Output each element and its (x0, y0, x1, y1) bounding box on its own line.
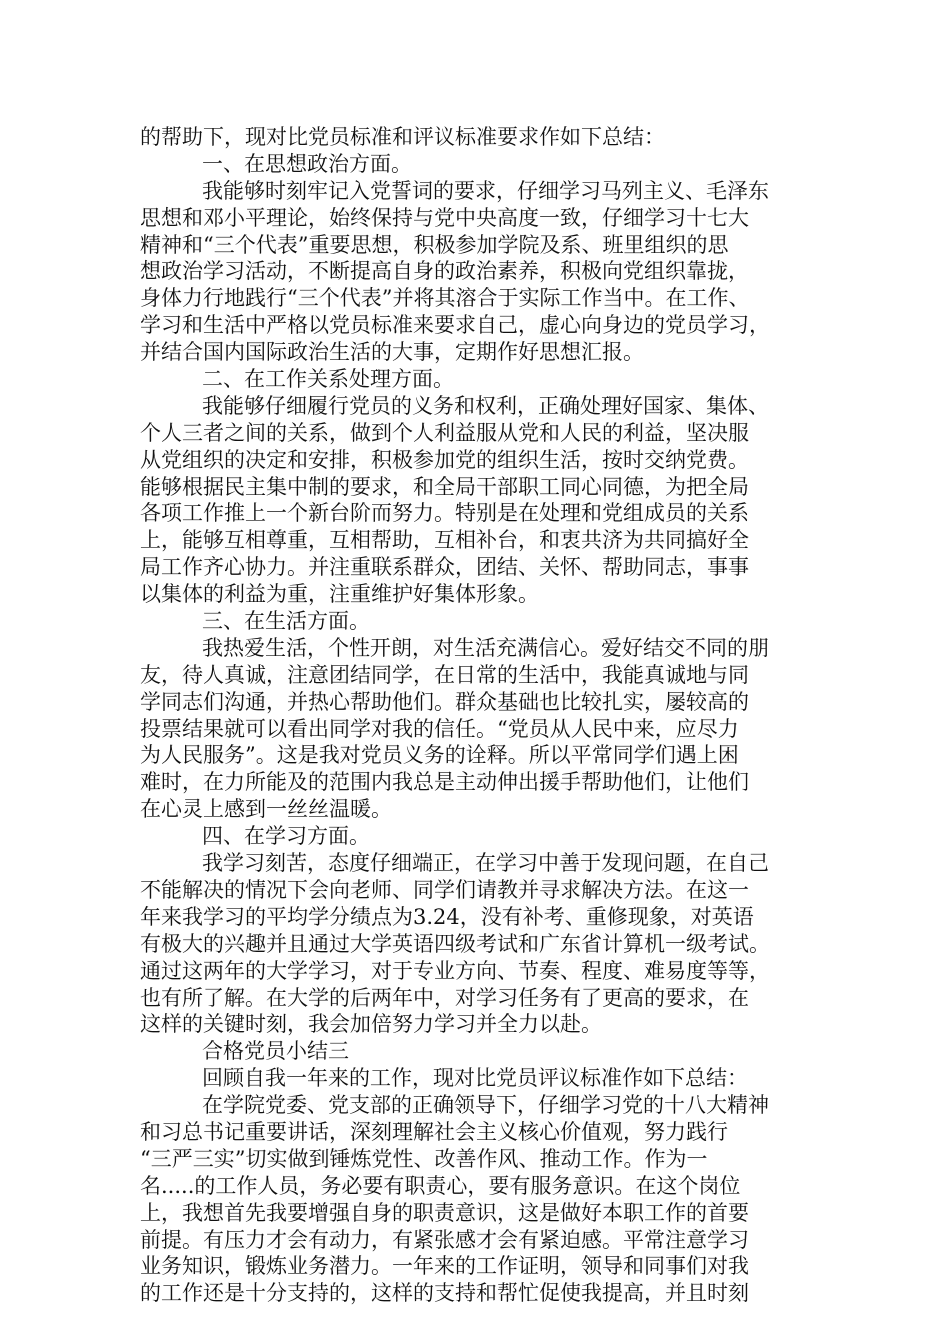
text-line: 二、在工作关系处理方面。 (202, 367, 454, 392)
text-line: 业务知识，锻炼业务潜力。一年来的工作证明，领导和同事们对我 (140, 1254, 749, 1279)
text-line: 我能够仔细履行党员的义务和权利，正确处理好国家、集体、 (202, 393, 769, 418)
document-body (140, 124, 830, 1307)
text-line: 能够根据民主集中制的要求，和全局干部职工同心同德，为把全局 (140, 474, 749, 499)
text-line: 年来我学习的平均学分绩点为3.24，没有补考、重修现象，对英语 (140, 904, 754, 929)
text-line: 在心灵上感到一丝丝温暖。 (140, 797, 392, 822)
text-line: 个人三者之间的关系，做到个人利益服从党和人民的利益，坚决服 (140, 420, 749, 445)
text-line: 投票结果就可以看出同学对我的信任。“党员从人民中来，应尽力 (140, 716, 739, 741)
text-line: 上，我想首先我要增强自身的职责意识，这是做好本职工作的首要 (140, 1200, 749, 1225)
text-line: 的帮助下，现对比党员标准和评议标准要求作如下总结： (140, 125, 665, 149)
text-line: 身体力行地践行“三个代表”并将其溶合于实际工作当中。在工作、 (140, 286, 750, 311)
text-line: 思想和邓小平理论，始终保持与党中央高度一致，仔细学习十七大 (140, 205, 749, 230)
text-line: 局工作齐心协力。并注重联系群众，团结、关怀、帮助同志，事事 (140, 555, 749, 580)
text-line: 的工作还是十分支持的，这样的支持和帮忙促使我提高，并且时刻 (140, 1281, 749, 1306)
text-line: 学习和生活中严格以党员标准来要求自己，虚心向身边的党员学习， (140, 313, 770, 338)
text-line: 合格党员小结三 (202, 1039, 349, 1064)
text-line: 各项工作推上一个新台阶而努力。特别是在处理和党组成员的关系 (140, 501, 749, 526)
text-line: 三、在生活方面。 (202, 609, 370, 634)
text-line: 名.....的工作人员，务必要有职责心，要有服务意识。在这个岗位 (140, 1173, 741, 1198)
text-line: 精神和“三个代表”重要思想，积极参加学院及系、班里组织的思 (140, 232, 729, 257)
text-line: 有极大的兴趣并且通过大学英语四级考试和广东省计算机一级考试。 (140, 931, 770, 956)
text-line: “三严三实”切实做到锤炼党性、改善作风、推动工作。作为一 (140, 1146, 708, 1171)
text-line: 我能够时刻牢记入党誓词的要求，仔细学习马列主义、毛泽东 (202, 178, 769, 203)
text-line: 和习总书记重要讲话，深刻理解社会主义核心价值观，努力践行 (140, 1119, 728, 1144)
text-line: 想政治学习活动，不断提高自身的政治素养，积极向党组织靠拢， (140, 259, 749, 284)
text-line: 为人民服务”。这是我对党员义务的诠释。所以平常同学们遇上困 (140, 743, 739, 768)
text-line: 从党组织的决定和安排，积极参加党的组织生活，按时交纳党费。 (140, 447, 749, 472)
text-line: 前提。有压力才会有动力，有紧张感才会有紧迫感。平常注意学习 (140, 1227, 749, 1252)
text-line: 我热爱生活，个性开朗，对生活充满信心。爱好结交不同的朋 (202, 635, 769, 660)
text-line: 以集体的利益为重，注重维护好集体形象。 (140, 582, 539, 607)
text-line: 四、在学习方面。 (202, 824, 370, 849)
text-line: 这样的关键时刻，我会加倍努力学习并全力以赴。 (140, 1012, 602, 1037)
text-line: 在学院党委、党支部的正确领导下，仔细学习党的十八大精神 (202, 1093, 769, 1118)
text-line: 一、在思想政治方面。 (202, 151, 412, 176)
text-line: 上，能够互相尊重，互相帮助，互相补台，和衷共济为共同搞好全 (140, 528, 749, 553)
text-line: 难时，在力所能及的范围内我总是主动伸出援手帮助他们，让他们 (140, 770, 749, 795)
text-line: 不能解决的情况下会向老师、同学们请教并寻求解决方法。在这一 (140, 877, 749, 902)
text-line: 通过这两年的大学学习，对于专业方向、节奏、程度、难易度等等， (140, 958, 770, 983)
text-line: 也有所了解。在大学的后两年中，对学习任务有了更高的要求，在 (140, 985, 749, 1010)
text-line: 学同志们沟通，并热心帮助他们。群众基础也比较扎实，屡较高的 (140, 689, 749, 714)
text-line: 回顾自我一年来的工作，现对比党员评议标准作如下总结： (202, 1066, 748, 1091)
text-line: 友，待人真诚，注意团结同学，在日常的生活中，我能真诚地与同 (140, 662, 749, 687)
text-line: 并结合国内国际政治生活的大事，定期作好思想汇报。 (140, 340, 644, 365)
text-line: 我学习刻苦，态度仔细端正，在学习中善于发现问题，在自己 (202, 851, 769, 876)
